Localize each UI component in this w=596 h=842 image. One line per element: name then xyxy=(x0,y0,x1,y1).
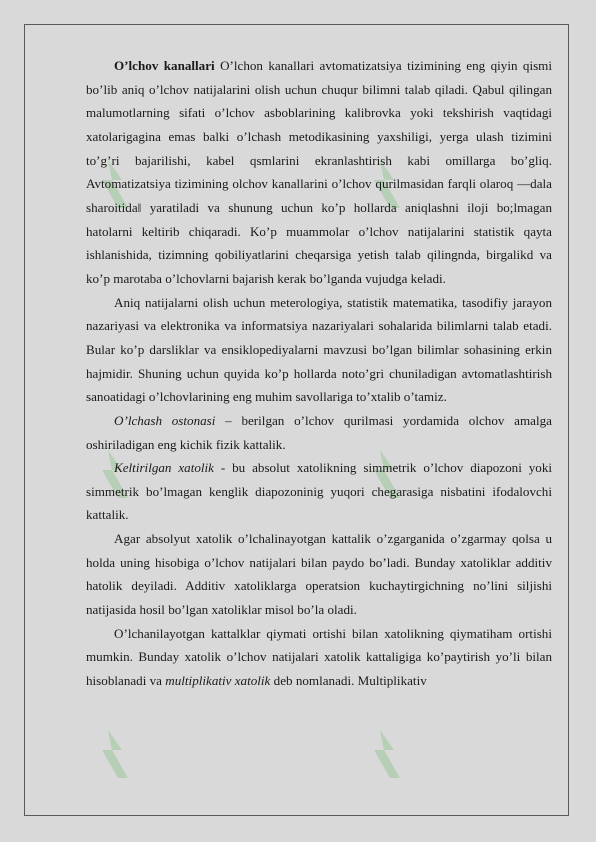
term-measurement-threshold: O’lchash ostonasi xyxy=(114,412,216,428)
document-body xyxy=(86,54,552,693)
term-reduced-error: Keltirilgan xatolik xyxy=(114,460,214,476)
paragraph-accurate-results xyxy=(86,291,552,409)
paragraph-text: Aniq natijalarni olish uchun meterologiya, statistik matematika, tasodifiy jarayon nazariyasi va elektronika va informatsiya nazariyalari sohalarida bilimlarni talab etadi. Bular ko’p darsliklar va ensiklopediyalarni mavzusi bo’lgan bilimlar sohasining erkin hajmidir. Shuning uchun quyida ko’p hollarda noto’gri chuniladigan avtomatlashtirish sanoatidagi o’lchovlarining eng muhim savollariga to’xtalib o’tamiz. xyxy=(86,294,552,405)
paragraph-measurement-threshold xyxy=(86,409,552,456)
paragraph-multiplicative-error xyxy=(86,622,552,693)
paragraph-text: - bu absolut xatolikning simmetrik o’lchov diapozoni yoki simmetrik bo’lmagan kenglik diapozoninig yuqori chegarasiga nisbatini ifodalovchi kattalik. xyxy=(86,460,553,523)
term-measurement-channels: O’lchov kanallari xyxy=(114,58,215,73)
paragraph-measurement-channels xyxy=(86,54,552,291)
paragraph-additive-error xyxy=(86,527,552,622)
watermark-icon xyxy=(360,720,430,790)
paragraph-text: deb nomlanadi. Multiplikativ xyxy=(270,673,427,689)
paragraph-text: O’lchon kanallari avtomatizatsiya tizimining eng qiyin qismi bo’lib aniq o’lchov natijalarini olish uchun chuqur bilimni talab qiladi. Qabul qilingan malumotlarning sifati o’lchov asboblarining kalibrovka yoki tekshirish vaqtidagi xatolarigagina emas balki o’lchash metodikasining yaxshiligi, yerga ulash tizimini to’g’ri bajarilishi, kabel qsmlarini ekranlashtirish kabi omillarga bo’gliq. Avtomatizatsiya tizimining olchov kanallarini o’lchov qurilmasidan farqli olaroq ―dala sharoitida‖ yaratiladi va shunung uchun ko’p hollarda aniqlashni iloji bo;lmagan hatolarni keltirib chiqaradi. Ko’p muammolar o’lchov natijalarini statistik qayta ishlanishida, tizimning qobiliyatlarini cheqarsiga yetish talab qilingnda, birgalikd va ko’p marotaba o’lchovlarni bajarish kerak bo’lganda vujudga keladi. xyxy=(86,58,552,286)
term-multiplicative-error: multiplikativ xatolik xyxy=(165,673,271,689)
watermark-icon xyxy=(88,720,158,790)
paragraph-text: – berilgan o’lchov qurilmasi yordamida olchov amalga oshiriladigan eng kichik fizik kattalik. xyxy=(86,412,552,452)
paragraph-text: O’lchanilayotgan kattalklar qiymati ortishi bilan xatolikning qiymatiham ortishi mumkin. Bunday xatolik o’lchov natijalari xatolik kattaligiga ko’paytirish yo’li bilan hisoblanadi va xyxy=(86,625,552,689)
paragraph-reduced-error xyxy=(86,456,552,527)
paragraph-text: Agar absolyut xatolik o’lchalinayotgan kattalik o’zgarganida o’zgarmay qolsa u holda uning hisobiga o’lchov natijalari bilan paydo bo’ladi. Bunday xatoliklar additiv hatolik deyiladi. Additiv xatoliklarga operatsion kuchaytirgichning no’lini siljishi natijasida hosil bo’lgan xatoliklar misol bo’la oladi. xyxy=(86,531,552,618)
